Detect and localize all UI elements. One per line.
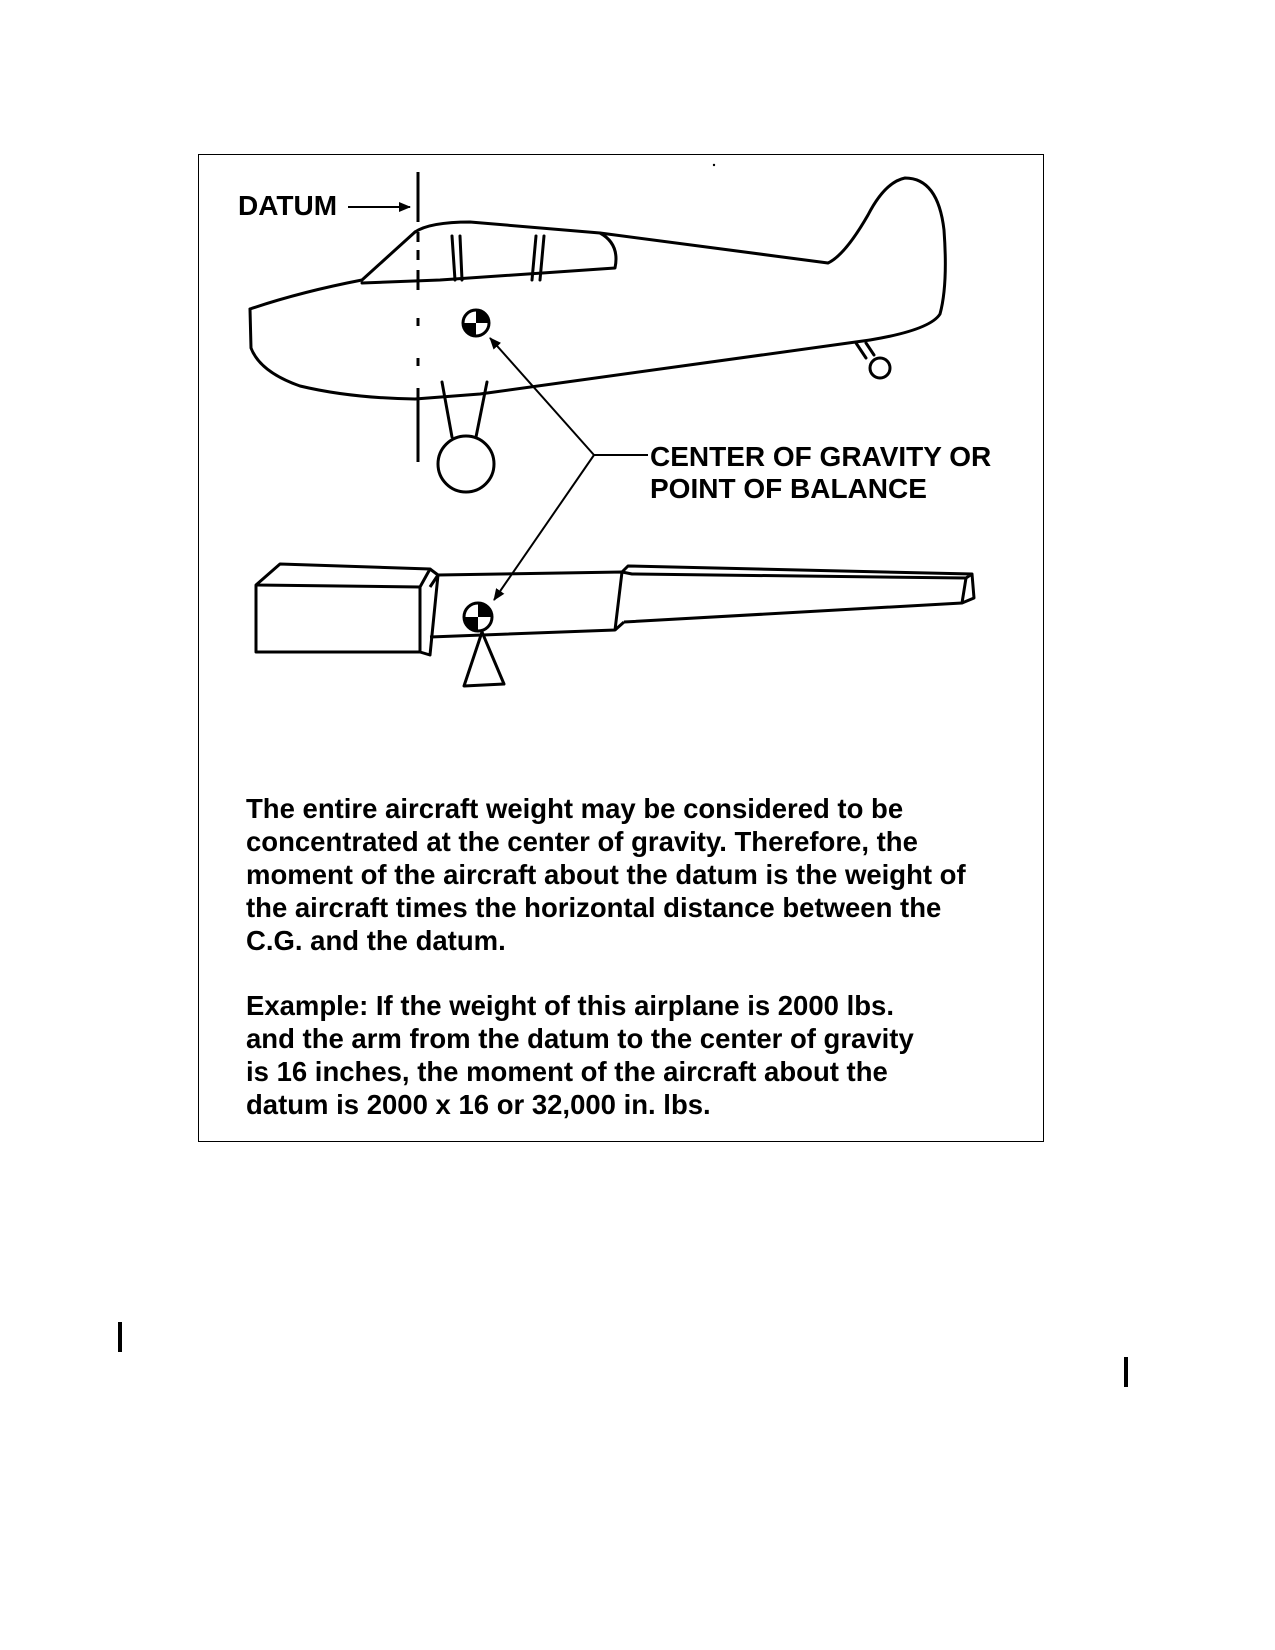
caption-line: moment of the aircraft about the datum is the weight of: [246, 859, 966, 890]
caption-line: and the arm from the datum to the center of gravity: [246, 1023, 914, 1054]
main-wheel: [438, 436, 494, 492]
airplane-nose: [250, 232, 415, 309]
airplane-cabin-roof: [362, 222, 616, 283]
caption-paragraph-1: [246, 792, 966, 957]
caption-line: datum is 2000 x 16 or 32,000 in. lbs.: [246, 1089, 711, 1120]
tail-wheel: [870, 358, 890, 378]
airplane-fuselage-top: [600, 178, 945, 340]
caption-line: Example: If the weight of this airplane is 2000 lbs.: [246, 990, 894, 1021]
center-of-gravity-icon: [463, 310, 489, 336]
balance-beam-drawing: [256, 564, 974, 686]
cg-label: [650, 441, 991, 505]
caption-line: is 16 inches, the moment of the aircraft about the: [246, 1056, 888, 1087]
caption-line: C.G. and the datum.: [246, 925, 506, 956]
airplane-fuselage-bottom: [415, 340, 870, 399]
fulcrum: [464, 632, 504, 686]
caption-line: concentrated at the center of gravity. Therefore, the: [246, 826, 918, 857]
cg-label-line-2: POINT OF BALANCE: [650, 473, 927, 504]
change-bar-right: [1124, 1357, 1128, 1387]
cg-label-line-1: CENTER OF GRAVITY OR: [650, 441, 992, 472]
caption-line: The entire aircraft weight may be considered to be: [246, 793, 904, 824]
stray-dot: [713, 164, 715, 166]
caption-paragraph-2: [246, 989, 914, 1121]
main-gear-strut: [442, 382, 487, 437]
change-bar-left: [118, 1322, 122, 1352]
cg-leader-lines: [490, 338, 648, 600]
center-of-gravity-icon: [464, 603, 492, 631]
datum-label: DATUM: [238, 190, 338, 221]
caption-line: the aircraft times the horizontal distance between the: [246, 892, 942, 923]
